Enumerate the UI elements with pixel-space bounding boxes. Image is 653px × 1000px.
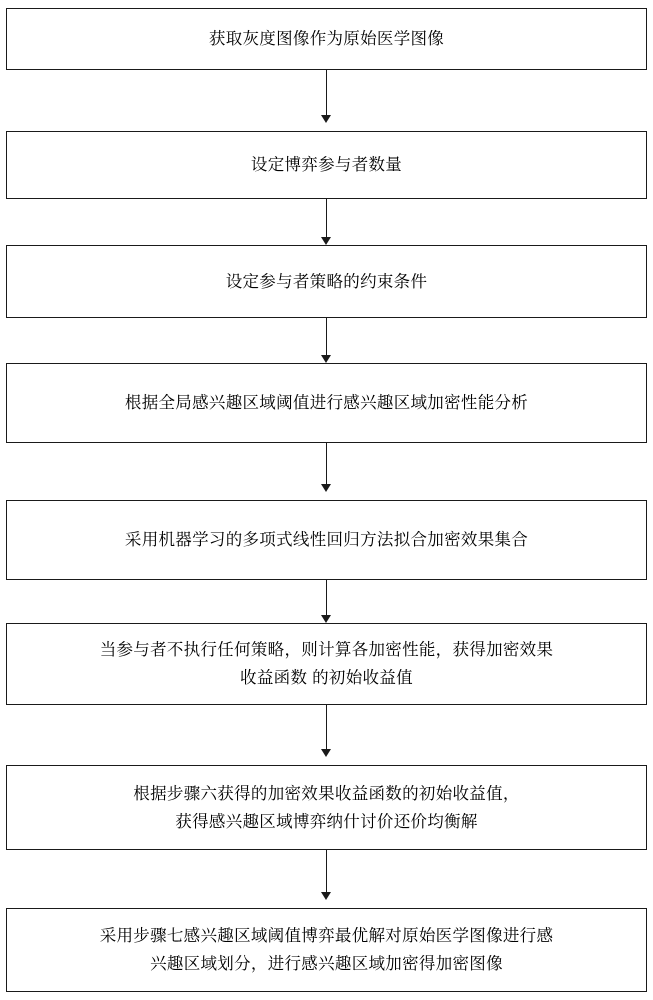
flowchart-arrowhead-4 [321,484,331,492]
flowchart-arrowhead-3 [321,355,331,363]
flowchart-node-label: 设定博弈参与者数量 [250,156,403,174]
flowchart-node-step5 [6,500,647,580]
flowchart-node-step4 [6,363,647,443]
flowchart-node-step7 [6,765,647,850]
flowchart-node-label: 获取灰度图像作为原始医学图像 [208,30,445,48]
flowchart-arrowhead-5 [321,615,331,623]
flowchart-connector-7 [326,850,327,892]
flowchart-node-label: 根据全局感兴趣区域阈值进行感兴趣区域加密性能分析 [124,394,529,412]
flowchart-node-label: 当参与者不执行任何策略，则计算各加密性能，获得加密效果 收益函数 的初始收益值 [99,641,554,687]
flowchart-node-label: 采用机器学习的多项式线性回归方法拟合加密效果集合 [124,531,529,549]
flowchart-node-label: 采用步骤七感兴趣区域阈值博弈最优解对原始医学图像进行感 兴趣区域划分，进行感兴趣区域加密得加密图像 [99,927,554,973]
flowchart-node-label: 根据步骤六获得的加密效果收益函数的初始收益值， 获得感兴趣区域博弈纳什讨价还价均衡解 [133,784,520,831]
flowchart-node-step3 [6,245,647,318]
flowchart-connector-1 [326,70,327,115]
flowchart-node-step1 [6,8,647,70]
flowchart-arrowhead-7 [321,892,331,900]
flowchart-arrowhead-6 [321,749,331,757]
flowchart-connector-2 [326,199,327,237]
flowchart-node-step6 [6,623,647,705]
flowchart-node-step8 [6,908,647,992]
flowchart-connector-6 [326,705,327,749]
flowchart-node-step2 [6,131,647,199]
flowchart-connector-5 [326,580,327,615]
flowchart-node-label: 设定参与者策略的约束条件 [225,272,428,291]
flowchart-arrowhead-2 [321,237,331,245]
flowchart-connector-4 [326,443,327,484]
flowchart-arrowhead-1 [321,115,331,123]
flowchart-connector-3 [326,318,327,355]
